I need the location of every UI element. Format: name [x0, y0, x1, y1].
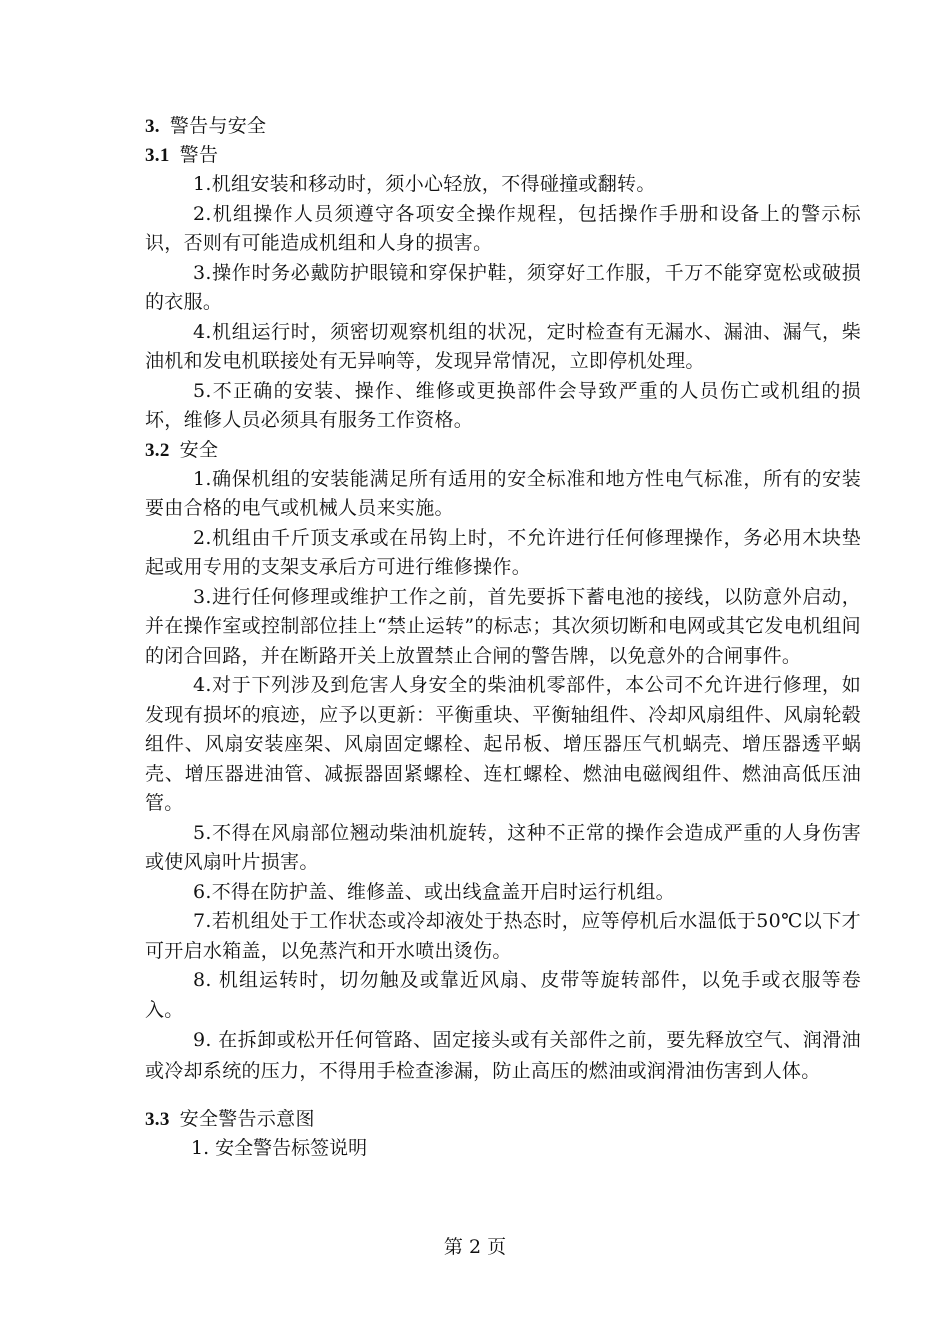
safety-paragraph-9: 9. 在拆卸或松开任何管路、固定接头或有关部件之前，要先释放空气、润滑油或冷却系统的压力，不得用手检查渗漏，防止高压的燃油或润滑油伤害到人体。 — [145, 1029, 861, 1082]
section-title: 安全 — [179, 438, 219, 461]
warning-paragraph-4: 4.机组运行时，须密切观察机组的状况，定时检查有无漏水、漏油、漏气，柴油机和发电机联接处有无异响等，发现异常情况，立即停机处理。 — [145, 320, 861, 372]
safety-paragraph-2: 2.机组由千斤顶支承或在吊钩上时，不允许进行任何修理操作，务必用木块垫起或用专用的支架支承后方可进行维修操作。 — [145, 526, 861, 578]
safety-paragraph-8: 8. 机组运转时，切勿触及或靠近风扇、皮带等旋转部件，以免手或衣服等卷入。 — [145, 969, 861, 1021]
warning-paragraph-2: 2.机组操作人员须遵守各项安全操作规程，包括操作手册和设备上的警示标识，否则有可能造成机组和人身的损害。 — [145, 202, 861, 254]
section-heading-diagram — [145, 1105, 861, 1134]
section-heading-safety — [145, 436, 861, 465]
safety-paragraph-3: 3.进行任何修理或维护工作之前，首先要拆下蓄电池的接线，以防意外启动，并在操作室或控制部位挂上“禁止运转”的标志；其次须切断和电网或其它发电机组间的闭合回路，并在断路开关上放置禁止合闸的警告牌，以免意外的合闸事件。 — [145, 585, 861, 667]
warning-paragraph-5: 5.不正确的安装、操作、维修或更换部件会导致严重的人员伤亡或机组的损坏，维修人员必须具有服务工作资格。 — [145, 379, 861, 431]
page-number: 第 2 页 — [443, 1236, 507, 1258]
chapter-title: 警告与安全 — [169, 115, 267, 137]
chapter-heading — [145, 112, 861, 141]
section-title: 安全警告示意图 — [179, 1108, 315, 1130]
diagram-item-1: 1. 安全警告标签说明 — [191, 1137, 368, 1159]
section-number: 3.1 — [145, 145, 170, 166]
section-title: 警告 — [179, 144, 219, 166]
safety-paragraph-6: 6.不得在防护盖、维修盖、或出线盒盖开启时运行机组。 — [193, 880, 675, 903]
safety-paragraph-4: 4.对于下列涉及到危害人身安全的柴油机零部件，本公司不允许进行修理，如发现有损坏的痕迹，应予以更新：平衡重块、平衡轴组件、冷却风扇组件、风扇轮毂组件、风扇安装座架、风扇固定螺栓、起吊板、增压器压气机蜗壳、增压器透平蜗壳、增压器进油管、减振器固紧螺栓、连杠螺栓、燃油电磁阀组件、燃油高低压油管。 — [145, 674, 861, 814]
safety-paragraph-7: 7.若机组处于工作状态或冷却液处于热态时，应等停机后水温低于50℃以下才可开启水箱盖，以免蒸汽和开水喷出烫伤。 — [145, 910, 861, 962]
warning-paragraph-1: 1.机组安装和移动时，须小心轻放，不得碰撞或翻转。 — [193, 173, 656, 195]
section-heading-warning — [145, 141, 861, 170]
safety-paragraph-5: 5.不得在风扇部位翘动柴油机旋转，这种不正常的操作会造成严重的人身伤害或使风扇叶片损害。 — [145, 821, 861, 873]
section-number: 3.2 — [145, 439, 170, 461]
chapter-number: 3. — [145, 116, 160, 137]
section-spacer — [145, 1087, 861, 1105]
warning-paragraph-3: 3.操作时务必戴防护眼镜和穿保护鞋，须穿好工作服，千万不能穿宽松或破损的衣服。 — [145, 261, 861, 313]
safety-paragraph-1: 1.确保机组的安装能满足所有适用的安全标准和地方性电气标准，所有的安装要由合格的电气或机械人员来实施。 — [145, 467, 861, 519]
section-number: 3.3 — [145, 1109, 170, 1130]
document-body — [145, 112, 861, 1163]
